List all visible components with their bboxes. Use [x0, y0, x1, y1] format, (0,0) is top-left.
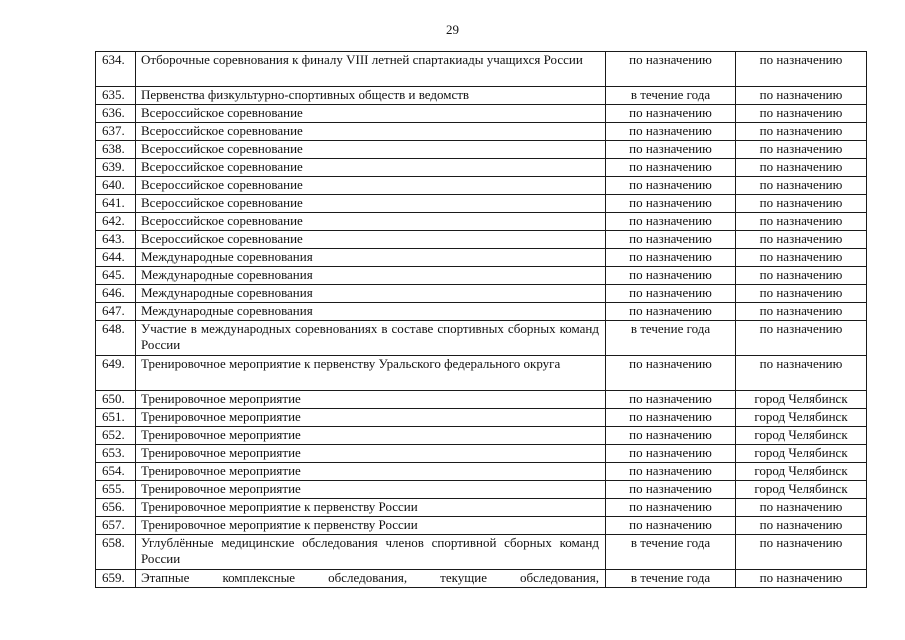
event-place: по назначению: [736, 177, 867, 195]
event-place: по назначению: [736, 285, 867, 303]
event-place: по назначению: [736, 499, 867, 517]
event-name: Всероссийское соревнование: [136, 105, 606, 123]
event-place: по назначению: [736, 249, 867, 267]
table-row: [96, 52, 867, 87]
table-row: [96, 141, 867, 159]
table-row: [96, 105, 867, 123]
table-row: [96, 267, 867, 285]
event-place: по назначению: [736, 303, 867, 321]
event-date: по назначению: [606, 267, 736, 285]
row-number: 644.: [96, 249, 136, 267]
table-row: [96, 445, 867, 463]
row-number: 657.: [96, 517, 136, 535]
row-number: 636.: [96, 105, 136, 123]
event-name: Тренировочное мероприятие к первенству России: [136, 517, 606, 535]
event-place: город Челябинск: [736, 445, 867, 463]
event-name: Тренировочное мероприятие: [136, 391, 606, 409]
table-row: [96, 427, 867, 445]
event-name: Всероссийское соревнование: [136, 141, 606, 159]
event-place: по назначению: [736, 195, 867, 213]
table-row: [96, 177, 867, 195]
table-row: [96, 409, 867, 427]
row-number: 635.: [96, 87, 136, 105]
row-number: 643.: [96, 231, 136, 249]
event-date: в течение года: [606, 535, 736, 570]
event-place: по назначению: [736, 535, 867, 570]
table-row: [96, 249, 867, 267]
table-row: [96, 481, 867, 499]
event-date: по назначению: [606, 141, 736, 159]
row-number: 655.: [96, 481, 136, 499]
event-place: город Челябинск: [736, 391, 867, 409]
event-name: Тренировочное мероприятие: [136, 409, 606, 427]
table-row: [96, 321, 867, 356]
event-date: по назначению: [606, 445, 736, 463]
event-place: по назначению: [736, 52, 867, 87]
table-row: [96, 285, 867, 303]
row-number: 634.: [96, 52, 136, 87]
event-name: Тренировочное мероприятие к первенству России: [136, 499, 606, 517]
event-name: Этапные комплексные обследования, текущие обследования,: [136, 570, 606, 588]
event-place: по назначению: [736, 356, 867, 391]
event-date: по назначению: [606, 177, 736, 195]
row-number: 640.: [96, 177, 136, 195]
event-name: Углублённые медицинские обследования членов спортивной сборных команд России: [136, 535, 606, 570]
row-number: 641.: [96, 195, 136, 213]
event-name: Международные соревнования: [136, 267, 606, 285]
row-number: 646.: [96, 285, 136, 303]
event-name: Тренировочное мероприятие: [136, 427, 606, 445]
event-place: по назначению: [736, 141, 867, 159]
events-table-body: [96, 52, 867, 588]
table-row: [96, 213, 867, 231]
event-date: по назначению: [606, 105, 736, 123]
event-name: Всероссийское соревнование: [136, 231, 606, 249]
row-number: 658.: [96, 535, 136, 570]
event-date: по назначению: [606, 303, 736, 321]
table-row: [96, 231, 867, 249]
table-row: [96, 391, 867, 409]
table-row: [96, 499, 867, 517]
table-row: [96, 303, 867, 321]
row-number: 645.: [96, 267, 136, 285]
table-row: [96, 195, 867, 213]
event-name: Тренировочное мероприятие: [136, 445, 606, 463]
event-name: Всероссийское соревнование: [136, 195, 606, 213]
events-table: [95, 51, 867, 588]
event-date: по назначению: [606, 517, 736, 535]
row-number: 650.: [96, 391, 136, 409]
event-place: по назначению: [736, 87, 867, 105]
row-number: 659.: [96, 570, 136, 588]
event-date: по назначению: [606, 231, 736, 249]
event-place: город Челябинск: [736, 427, 867, 445]
event-date: по назначению: [606, 285, 736, 303]
table-row: [96, 463, 867, 481]
row-number: 653.: [96, 445, 136, 463]
event-place: город Челябинск: [736, 409, 867, 427]
row-number: 651.: [96, 409, 136, 427]
row-number: 649.: [96, 356, 136, 391]
event-name: Тренировочное мероприятие: [136, 463, 606, 481]
event-date: по назначению: [606, 463, 736, 481]
event-place: по назначению: [736, 123, 867, 141]
row-number: 656.: [96, 499, 136, 517]
event-name: Тренировочное мероприятие: [136, 481, 606, 499]
table-row: [96, 123, 867, 141]
table-row: [96, 356, 867, 391]
event-place: по назначению: [736, 517, 867, 535]
table-row: [96, 535, 867, 570]
event-date: по назначению: [606, 356, 736, 391]
event-date: в течение года: [606, 570, 736, 588]
event-name: Всероссийское соревнование: [136, 213, 606, 231]
event-place: по назначению: [736, 231, 867, 249]
table-row: [96, 517, 867, 535]
table-row: [96, 159, 867, 177]
row-number: 652.: [96, 427, 136, 445]
row-number: 637.: [96, 123, 136, 141]
event-place: по назначению: [736, 570, 867, 588]
row-number: 647.: [96, 303, 136, 321]
event-name: Всероссийское соревнование: [136, 123, 606, 141]
row-number: 639.: [96, 159, 136, 177]
event-place: по назначению: [736, 159, 867, 177]
row-number: 642.: [96, 213, 136, 231]
event-date: по назначению: [606, 249, 736, 267]
event-place: по назначению: [736, 321, 867, 356]
table-row: [96, 87, 867, 105]
event-place: город Челябинск: [736, 463, 867, 481]
event-name: Участие в международных соревнованиях в составе спортивных сборных команд России: [136, 321, 606, 356]
row-number: 654.: [96, 463, 136, 481]
event-name: Первенства физкультурно-спортивных обществ и ведомств: [136, 87, 606, 105]
row-number: 638.: [96, 141, 136, 159]
event-date: по назначению: [606, 123, 736, 141]
event-date: по назначению: [606, 391, 736, 409]
event-date: по назначению: [606, 52, 736, 87]
event-date: по назначению: [606, 409, 736, 427]
event-date: в течение года: [606, 87, 736, 105]
event-name: Всероссийское соревнование: [136, 177, 606, 195]
page-number: 29: [446, 22, 459, 37]
table-row: [96, 570, 867, 588]
event-name: Всероссийское соревнование: [136, 159, 606, 177]
event-name: Международные соревнования: [136, 249, 606, 267]
event-place: по назначению: [736, 267, 867, 285]
event-name: Отборочные соревнования к финалу VIII летней спартакиады учащихся России: [136, 52, 606, 87]
event-date: по назначению: [606, 427, 736, 445]
event-place: город Челябинск: [736, 481, 867, 499]
event-date: по назначению: [606, 159, 736, 177]
event-date: по назначению: [606, 213, 736, 231]
event-name: Тренировочное мероприятие к первенству Уральского федерального округа: [136, 356, 606, 391]
event-place: по назначению: [736, 213, 867, 231]
event-name: Международные соревнования: [136, 303, 606, 321]
row-number: 648.: [96, 321, 136, 356]
event-date: по назначению: [606, 481, 736, 499]
event-name: Международные соревнования: [136, 285, 606, 303]
event-place: по назначению: [736, 105, 867, 123]
event-date: по назначению: [606, 195, 736, 213]
event-date: в течение года: [606, 321, 736, 356]
event-date: по назначению: [606, 499, 736, 517]
